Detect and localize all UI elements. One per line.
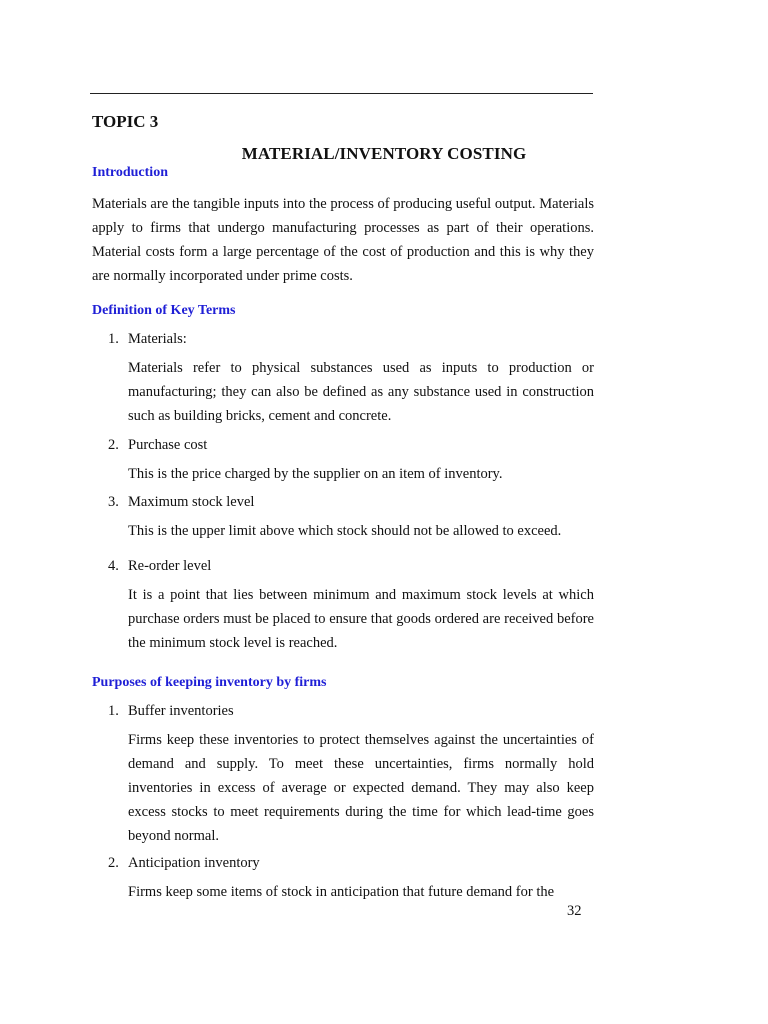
- topic-label: TOPIC 3: [92, 112, 159, 131]
- item-number: 2.: [108, 437, 119, 453]
- item-number: 3.: [108, 494, 119, 510]
- purpose-text-buffer-inventories: Firms keep these inventories to protect themselves against the uncertainties of demand and supply. To meet these uncertainties, firms normally hold inventories in excess of average or expected demand. They may also keep excess stocks to meet requirements during the time for which lead-time goes beyond normal.: [128, 732, 594, 844]
- definition-item-reorder-level: [108, 558, 211, 575]
- purpose-text-anticipation-inventory: Firms keep some items of stock in anticipation that future demand for the: [128, 884, 555, 900]
- definition-item-maximum-stock-level: [108, 494, 254, 511]
- introduction-paragraph: Materials are the tangible inputs into the process of producing useful output. Materials apply to firms that undergo manufacturing processes as part of their operations. Material costs form a large percentage of the cost of production and this is why they are normally incorporated under prime costs.: [92, 196, 594, 284]
- purpose-item-buffer-inventories: [108, 703, 234, 720]
- item-number: 4.: [108, 558, 119, 574]
- definition-text-reorder-level: It is a point that lies between minimum and maximum stock levels at which purchase orders must be placed to ensure that goods ordered are received before the minimum stock level is reached.: [128, 587, 594, 651]
- item-term: Re-order level: [128, 558, 212, 574]
- item-number: 1.: [108, 331, 119, 347]
- item-term: Anticipation inventory: [128, 855, 260, 871]
- purpose-item-anticipation-inventory: [108, 855, 260, 872]
- definitions-heading: Definition of Key Terms: [92, 303, 236, 318]
- definition-item-materials: [108, 331, 187, 348]
- item-term: Materials:: [128, 331, 187, 347]
- item-term: Purchase cost: [128, 437, 208, 453]
- item-term: Maximum stock level: [128, 494, 255, 510]
- page-title: MATERIAL/INVENTORY COSTING: [241, 144, 527, 163]
- definition-text-purchase-cost: This is the price charged by the supplier on an item of inventory.: [128, 466, 503, 482]
- introduction-heading: Introduction: [92, 165, 168, 180]
- item-term: Buffer inventories: [128, 703, 234, 719]
- definition-item-purchase-cost: [108, 437, 207, 454]
- purposes-heading: Purposes of keeping inventory by firms: [92, 675, 327, 690]
- page-number: 32: [567, 903, 582, 919]
- header-rule: [90, 93, 593, 94]
- item-number: 1.: [108, 703, 119, 719]
- item-number: 2.: [108, 855, 119, 871]
- definition-text-maximum-stock-level: This is the upper limit above which stock should not be allowed to exceed.: [128, 523, 562, 539]
- definition-text-materials: Materials refer to physical substances used as inputs to production or manufacturing; they can also be defined as any substance used in construction such as building bricks, cement and concrete.: [128, 360, 594, 424]
